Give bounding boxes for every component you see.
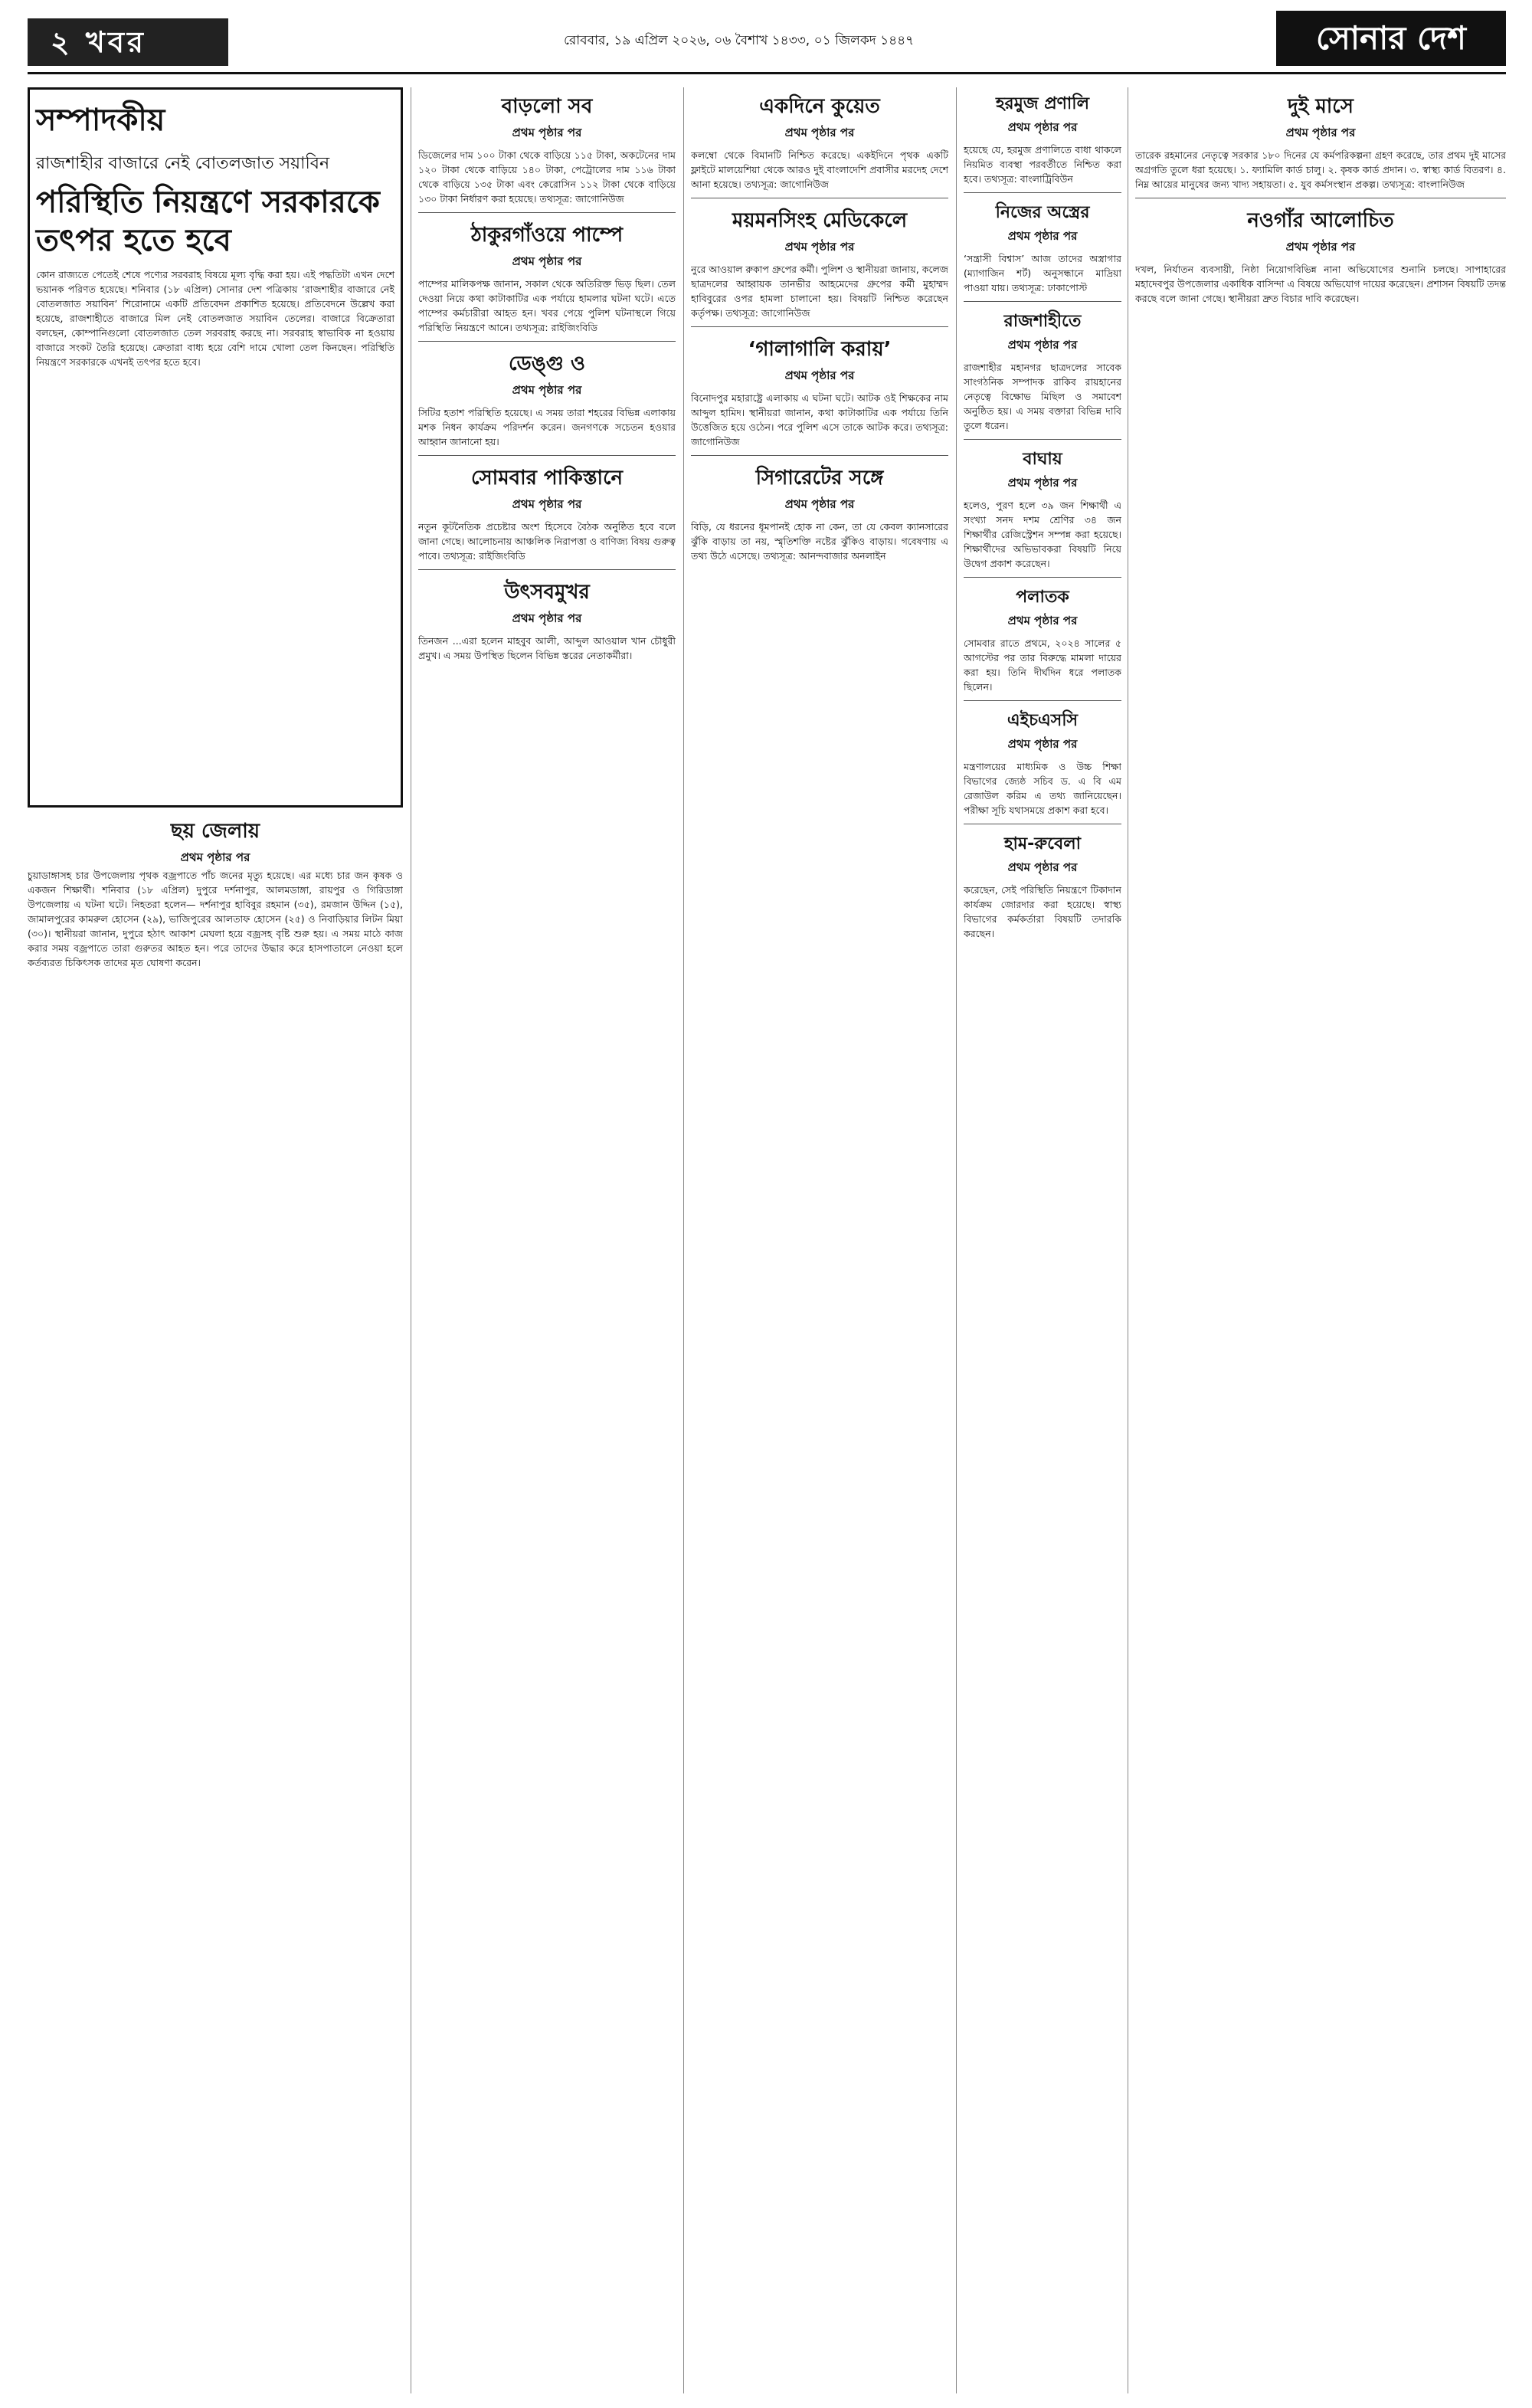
story-divider (418, 455, 676, 456)
story (418, 348, 676, 449)
column-3 (691, 87, 948, 2393)
story-body: তারেক রহমানের নেতৃত্বে সরকার ১৮০ দিনের যে কর্মপরিকল্পনা গ্রহণ করেছে, তার প্রথম দুই মাসের অগ্রগতি তুলে ধরা হয়েছে। ১. ফ্যামিলি কার্ড চালু। ২. কৃষক কার্ড প্রদান। ৩. স্বাস্থ্য কার্ড বিতরণ। ৪. নিম্ন আয়ের মানুষের জন্য খাদ্য সহায়তা। ৫. যুব কর্মসংস্থান প্রকল্প। তথ্যসূত্র: বাংলানিউজ (1135, 149, 1506, 190)
column-divider (683, 87, 684, 2393)
story-body: দখল, নির্যাতন ব্যবসায়ী, নিষ্ঠা নিয়োগবিভিন্ন নানা অভিযোগের শুনানি চলছে। সাপাহারের মহাদেবপুর উপজেলার একাধিক বাসিন্দা এ বিষয়ে অভিযোগ দায়ের করেছেন। প্রশাসন বিষয়টি তদন্ত করছে বলে জানা গেছে। স্থানীয়রা দ্রুত বিচার দাবি করেছেন। (1135, 264, 1506, 304)
story-continued: প্রথম পৃষ্ঠার পর (512, 126, 582, 139)
story-headline: নিজের অস্ত্রের (995, 203, 1090, 222)
story-body: করেছেন, সেই পরিস্থিতি নিয়ন্ত্রণে টিকাদান কার্যক্রম জোরদার করা হয়েছে। স্বাস্থ্য বিভাগের কর্মকর্তারা বিষয়টি তদারকি করছেন। (964, 884, 1121, 939)
story-body: তিনজন ...এরা হলেন মাহবুব আলী, আব্দুল আওয়াল খান চৌধুরী প্রমুখ। এ সময় উপস্থিত ছিলেন বিভিন্ন স্তরের নেতাকর্মীরা। (418, 635, 676, 661)
editorial-headline: পরিস্থিতি নিয়ন্ত্রণে সরকারকে তৎপর হতে হবে (36, 185, 380, 258)
story-headline: বাঘায় (1023, 450, 1062, 469)
story-body: পাম্পের মালিকপক্ষ জানান, সকাল থেকে অতিরিক্ত ভিড় ছিল। তেল দেওয়া নিয়ে কথা কাটাকাটির এক পর্যায়ে হামলার ঘটনা ঘটে। এতে পাম্পের কর্মচারীরা আহত হন। খবর পেয়ে পুলিশ ঘটনাস্থলে গিয়ে পরিস্থিতি নিয়ন্ত্রণে আনে। তথ্যসূত্র: রাইজিংবিডি (418, 278, 676, 333)
story-headline: সিগারেটের সঙ্গে (755, 467, 884, 490)
story-body: হলেও, পুরণ হলে ৩৯ জন শিক্ষার্থী এ সংখ্যা সনদ দশম শ্রেণির ৩৪ জন শিক্ষার্থীর রেজিস্ট্রেশন সম্পন্ন করা হয়েছে। শিক্ষার্থীদের অভিভাবকরা বিষয়টি নিয়ে উদ্বেগ প্রকাশ করেছেন। (964, 500, 1121, 569)
story-continued: প্রথম পৃষ্ঠার পর (784, 126, 855, 139)
story-continued: প্রথম পৃষ্ঠার পর (512, 254, 582, 268)
editorial-label: সম্পাদকীয় (36, 103, 165, 138)
story-headline: ‘গালাগালি করায়’ (748, 338, 892, 361)
story-divider (964, 439, 1121, 440)
story-headline: একদিনে কুয়েত (759, 95, 880, 118)
story-continued: প্রথম পৃষ্ঠার পর (1007, 860, 1078, 874)
story (964, 90, 1121, 186)
story-headline: নওগাঁর আলোচিত (1247, 209, 1394, 232)
story-divider (964, 577, 1121, 578)
story (418, 462, 676, 563)
story-divider (964, 700, 1121, 701)
column-2 (418, 87, 676, 2393)
story-body: কলম্বো থেকে বিমানটি নিশ্চিত করেছে। একইদিনে পৃথক একটি ফ্লাইটে মালয়েশিয়া থেকে আরও দুই বাংলাদেশি প্রবাসীর মরদেহ দেশে আনা হয়েছে। তথ্যসূত্র: জাগোনিউজ (691, 149, 948, 190)
story-divider (418, 569, 676, 570)
story-headline: বাড়লো সব (501, 95, 593, 118)
story-continued: প্রথম পৃষ্ঠার পর (784, 369, 855, 382)
story (691, 205, 948, 320)
story-body: মন্ত্রণালয়ের মাধ্যমিক ও উচ্চ শিক্ষা বিভাগের জ্যেষ্ঠ সচিব ড. এ বি এম রেজাউল করিম এ তথ্য জানিয়েছেন। পরীক্ষা সূচি যথাসময়ে প্রকাশ করা হবে। (964, 761, 1121, 816)
story-headline: ডেঙ্গু ও (508, 352, 585, 375)
story-divider (418, 212, 676, 213)
story (964, 446, 1121, 571)
story-body: সিটির হতাশ পরিস্থিতি হয়েছে। এ সময় তারা শহরের বিভিন্ন এলাকায় মশক নিধন কার্যক্রম পরিদর্শন করেন। জনগণকে সচেতন হওয়ার আহ্বান জানানো হয়। (418, 407, 676, 447)
story-body: রাজশাহীর মহানগর ছাত্রদলের সাবেক সাংগঠনিক সম্পাদক রাকিব রায়হানের নেতৃত্বে বিক্ষোভ মিছিল ও সমাবেশ অনুষ্ঠিত হয়। এ সময় বক্তারা বিভিন্ন দাবি তুলে ধরেন। (964, 362, 1121, 431)
story-headline: ঠাকুরগাঁওয়ে পাম্পে (470, 224, 624, 247)
story (1135, 205, 1506, 306)
story-headline: হাম-রুবেলা (1003, 834, 1082, 853)
story-headline: এইচএসসি (1007, 711, 1079, 730)
story-continued: প্রথম পৃষ্ঠার পর (512, 611, 582, 625)
story-continued: প্রথম পৃষ্ঠার পর (1007, 120, 1078, 134)
column-5 (1135, 87, 1506, 2393)
page-header (28, 11, 1506, 74)
story-six-districts (28, 815, 403, 2393)
column-divider (956, 87, 957, 2393)
story-continued: প্রথম পৃষ্ঠার পর (1285, 240, 1356, 254)
story-continued: প্রথম পৃষ্ঠার পর (1007, 338, 1078, 352)
story-continued: প্রথম পৃষ্ঠার পর (1007, 614, 1078, 627)
story (964, 831, 1121, 941)
column-4 (964, 87, 1121, 2393)
issue-date: রোববার, ১৯ এপ্রিল ২০২৬, ০৬ বৈশাখ ১৪৩৩, ০১ জিলকদ ১৪৪৭ (564, 33, 915, 48)
story (964, 584, 1121, 694)
story-body: ‘সন্ত্রাসী বিশ্বাস’ আজ তাদের অস্ত্রাগার (ম্যাগাজিন শর্ট) অনুসন্ধানে মাদ্রিয়া পাওয়া যায়। তথ্যসূত্র: ঢাকাপোস্ট (964, 253, 1121, 293)
editorial-box (28, 87, 403, 808)
newspaper-page (28, 11, 1506, 2393)
story-headline: হরমুজ প্রণালি (995, 94, 1089, 113)
story (691, 462, 948, 563)
story (964, 707, 1121, 817)
story-body: বিড়ি, যে ধরনের ধূমপানই হোক না কেন, তা যে কেবল ক্যানসারের ঝুঁকি বাড়ায় তা নয়, স্মৃতিশক্তি নষ্টের ঝুঁকিও বাড়ায়। গবেষণায় এ তথ্য উঠে এসেছে। তথ্যসূত্র: আনন্দবাজার অনলাইন (691, 521, 948, 562)
story-headline: সোমবার পাকিস্তানে (470, 467, 624, 490)
editorial-kicker: রাজশাহীর বাজারে নেই বোতলজাত সয়াবিন (36, 154, 330, 173)
story-continued: প্রথম পৃষ্ঠার পর (784, 240, 855, 254)
story-headline: পলাতক (1016, 588, 1069, 607)
editorial-body: কোন রাজ্যতে পেতেই শেষে পণ্যের সরবরাহ বিষয়ে মূল্য বৃদ্ধি করা হয়। এই পদ্ধতিটা এখন দেশে ভয়ানক পরিণত হয়েছে। শনিবার (১৮ এপ্রিল) সোনার দেশ পত্রিকায় ‘রাজশাহীর বাজারে নেই বোতলজাত সয়াবিন’ শিরোনামে একটি প্রতিবেদন প্রকাশিত হয়েছে। প্রতিবেদনে উল্লেখ করা হয়েছে, রাজশাহীতে বাজারে মিল নেই বোতলজাত সয়াবিন তেলের। বাজারে বিক্রেতারা বলছেন, কোম্পানিগুলো বোতলজাত তেল সরবরাহ করছে না। সরবরাহ স্বাভাবিক না হওয়ায় বাজারে সংকট তৈরি হয়েছে। ক্রেতারা বাধ্য হয়ে বেশি দামে খোলা তেল কিনছেন। পরিস্থিতি নিয়ন্ত্রণে সরকারকে এখনই তৎপর হতে হবে। (36, 269, 394, 368)
story-continued: প্রথম পৃষ্ঠার পর (512, 497, 582, 511)
page-section-label: ২ খবর (28, 18, 228, 66)
masthead-logo: সোনার দেশ (1276, 11, 1506, 66)
story-continued: প্রথম পৃষ্ঠার পর (1007, 737, 1078, 751)
story-continued: প্রথম পৃষ্ঠার পর (180, 850, 250, 864)
story-headline: ময়মনসিংহ মেডিকেলে (732, 209, 908, 232)
story-headline: ছয় জেলায় (170, 820, 260, 843)
story-divider (964, 301, 1121, 302)
story-divider (691, 326, 948, 327)
story-continued: প্রথম পৃষ্ঠার পর (1007, 229, 1078, 243)
story (418, 219, 676, 335)
story-continued: প্রথম পৃষ্ঠার পর (512, 383, 582, 397)
story-body: ডিজেলের দাম ১০০ টাকা থেকে বাড়িয়ে ১১৫ টাকা, অকটেনের দাম ১২০ টাকা থেকে বাড়িয়ে ১৪০ টাকা, পেট্রোলের দাম ১১৬ টাকা থেকে বাড়িয়ে ১৩৫ টাকা এবং কেরোসিন ১১২ টাকা থেকে বাড়িয়ে ১৩০ টাকা নির্ধারণ করা হয়েছে। তথ্যসূত্র: জাগোনিউজ (418, 149, 676, 205)
story (691, 333, 948, 449)
story-headline: রাজশাহীতে (1003, 312, 1082, 331)
story-divider (418, 341, 676, 342)
story (964, 199, 1121, 295)
story-continued: প্রথম পৃষ্ঠার পর (1285, 126, 1356, 139)
story-headline: উৎসবমুখর (504, 581, 590, 604)
story-body: বিনোদপুর মহারাষ্ট্রে এলাকায় এ ঘটনা ঘটে। আটক ওই শিক্ষকের নাম আব্দুল হামিদ। স্থানীয়রা জানান, কথা কাটাকাটির এক পর্যায়ে তিনি উত্তেজিত হয়ে ওঠেন। পরে পুলিশ এসে তাকে আটক করে। তথ্যসূত্র: জাগোনিউজ (691, 392, 948, 447)
story (964, 308, 1121, 433)
story (418, 90, 676, 206)
story-continued: প্রথম পৃষ্ঠার পর (784, 497, 855, 511)
story (691, 90, 948, 192)
story-divider (964, 192, 1121, 193)
story-body: নতুন কূটনৈতিক প্রচেষ্টার অংশ হিসেবে বৈঠক অনুষ্ঠিত হবে বলে জানা গেছে। আলোচনায় আঞ্চলিক নিরাপত্তা ও বাণিজ্য বিষয় গুরুত্ব পাবে। তথ্যসূত্র: রাইজিংবিডি (418, 521, 676, 562)
story-body: সোমবার রাতে প্রথমে, ২০২৪ সালের ৫ আগস্টের পর তার বিরুদ্ধে মামলা দায়ের করা হয়। তিনি দীর্ঘদিন ধরে পলাতক ছিলেন। (964, 637, 1121, 693)
story-body: চুয়াডাঙ্গাসহ চার উপজেলায় পৃথক বজ্রপাতে পাঁচ জনের মৃত্যু হয়েছে। এর মধ্যে চার জন কৃষক ও একজন শিক্ষার্থী। শনিবার (১৮ এপ্রিল) দুপুরে দর্শনাপুর, আলমডাঙ্গা, রায়পুর ও গিরিডাঙ্গা উপজেলায় এ ঘটনা ঘটে। নিহতরা হলেন— দর্শনাপুর হাবিবুর রহমান (৩৫), রমজান উদ্দিন (১৫), জামালপুরের কামরুল হোসেন (২৯), ভাজিপুরের আলতাফ হোসেন (২৫) ও নিবাড়িয়ার লিটন মিয়া (৩০)। স্থানীয়রা জানান, দুপুরে হঠাৎ আকাশ মেঘলা হয়ে বজ্রসহ বৃষ্টি শুরু হয়। এ সময় মাঠে কাজ করার সময় বজ্রপাতে তারা গুরুতর আহত হন। পরে তাদের উদ্ধার করে হাসপাতালে নেওয়া হলে কর্তব্যরত চিকিৎসক তাদের মৃত ঘোষণা করেন। (28, 870, 403, 968)
story-continued: প্রথম পৃষ্ঠার পর (1007, 476, 1078, 490)
story-body: নুরে আওয়াল রুকাপ গ্রুপের কর্মী। পুলিশ ও স্থানীয়রা জানায়, কলেজ ছাত্রদলের আহ্বায়ক তানভীর আহমেদের গ্রুপের কর্মী মুহাম্মদ হাবিবুরের ওপর হামলা চালানো হয়। বিষয়টি নিশ্চিত করেছেন কর্তৃপক্ষ। তথ্যসূত্র: জাগোনিউজ (691, 264, 948, 319)
story (1135, 90, 1506, 192)
story-body: হয়েছে যে, হরমুজ প্রণালিতে বাধা থাকলে নিয়মিত ব্যবস্থা পরবর্তীতে নিশ্চিত করা হবে। তথ্যসূত্র: বাংলাট্রিবিউন (964, 144, 1121, 185)
story (418, 576, 676, 663)
story-divider (691, 455, 948, 456)
story-headline: দুই মাসে (1288, 95, 1354, 118)
